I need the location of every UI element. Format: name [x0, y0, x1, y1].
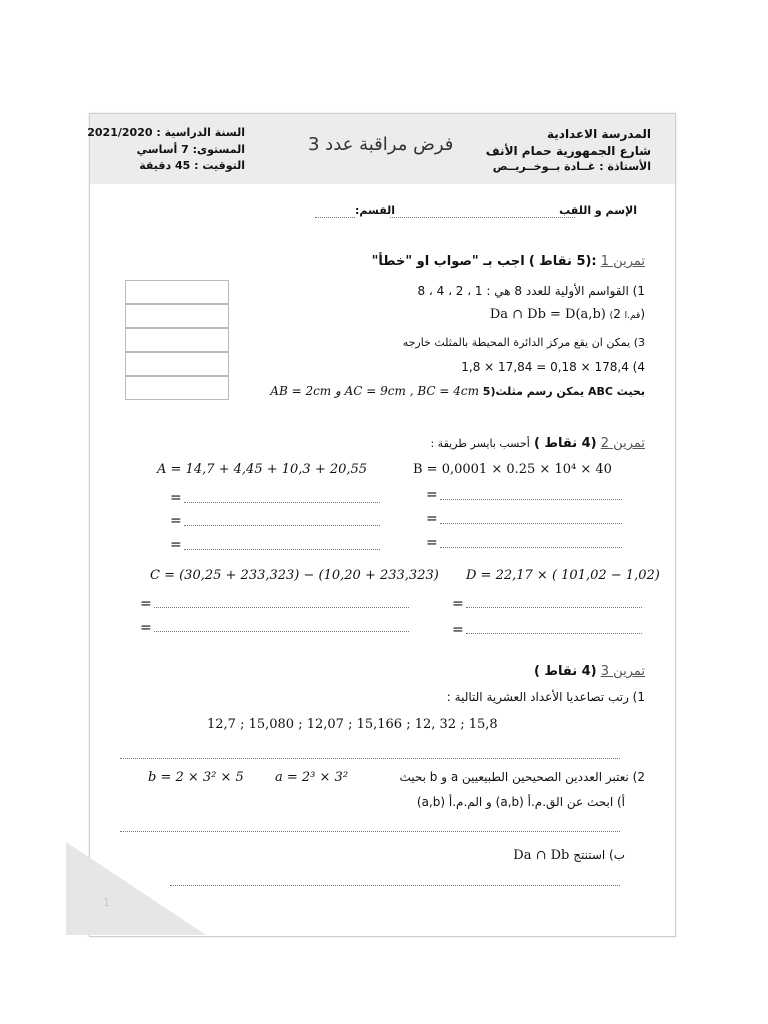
eq-b-1: = [426, 487, 438, 503]
eq-b-3: = [426, 535, 438, 551]
b-expression: b = 2 × 3² × 5 [148, 770, 244, 785]
exercise-1-title: تمرين 1 [600, 254, 645, 269]
answer-box-5[interactable] [125, 376, 229, 400]
exercise-3-title: تمرين 3 [600, 664, 645, 679]
exercise-3-points: (4 نقاط ) [534, 664, 597, 679]
exercise-2-heading [430, 436, 645, 451]
exercise-3-q2a: أ) ابحث عن الق.م.أ (a,b) و الم.م.أ (a,b) [416, 795, 625, 809]
eq-d-1: = [452, 596, 464, 612]
answer-box-3[interactable] [125, 328, 229, 352]
exercise-2-title: تمرين 2 [600, 436, 645, 451]
exam-title: فرض مراقبة عدد 3 [308, 134, 454, 155]
item-5-math: AB = 2cm و AC = 9cm , BC = 4cm [270, 384, 479, 398]
school-year [87, 126, 245, 139]
line-a-2[interactable] [184, 525, 380, 526]
exam-sheet [89, 113, 676, 937]
page-number: 1 [103, 896, 110, 909]
year-value: 2021/2020 [87, 126, 153, 139]
deduce-answer-line[interactable] [170, 885, 620, 886]
eq-d-2: = [452, 622, 464, 638]
item-2-suffix: (قم.ا [609, 311, 641, 321]
expression-b: B = 0,0001 × 0.25 × 10⁴ × 40 [413, 462, 612, 477]
line-a-1[interactable] [184, 502, 380, 503]
level [110, 143, 245, 156]
exercise-1-item-4: 4) 178,4 × 0,18 = 17,84 × 1,8 [461, 360, 645, 374]
sort-answer-line[interactable] [120, 758, 620, 759]
exercise-3-q1: 1) رتب تصاعديا الأعداد العشرية التالية : [446, 690, 645, 704]
line-b-2[interactable] [440, 523, 622, 524]
school-address: شارع الجمهورية حمام الأنف [485, 144, 651, 158]
eq-c-1: = [140, 596, 152, 612]
exercise-3-heading [534, 664, 645, 679]
time-value: 45 دقيقة [139, 159, 191, 172]
line-b-3[interactable] [440, 547, 622, 548]
gcd-answer-line[interactable] [120, 831, 620, 832]
exercise-1-item-3: 3) يمكن ان يقع مركز الدائرة المحيطة بالمثلث خارجه [402, 336, 645, 349]
eq-c-2: = [140, 620, 152, 636]
exercise-2-instruction: أحسب بايسر طريقة : [430, 437, 530, 450]
q2b-math: Da ∩ Db [513, 848, 570, 863]
exercise-1-points: :(5 نقاط ) [528, 254, 597, 269]
exercise-1-item-5 [270, 384, 645, 398]
exercise-1-heading [372, 254, 645, 269]
item-2-math: Da ∩ Db = D(a,b) [489, 307, 606, 322]
eq-b-2: = [426, 511, 438, 527]
line-d-2[interactable] [466, 633, 642, 634]
year-label: السنة الدراسية : [156, 126, 245, 139]
eq-a-1: = [170, 490, 182, 506]
page-corner-shadow [66, 842, 216, 937]
exercise-3-q2b [513, 848, 625, 863]
student-name-field[interactable] [390, 217, 575, 218]
exercise-3-q2: 2) نعتبر العددين الصحيحين الطبيعيين a و b بحيث [399, 770, 645, 784]
item-5-text: 5)يمكن رسم مثلث ABC بحيث [482, 385, 645, 398]
a-expression: a = 2³ × 3² [275, 770, 349, 785]
exercise-2-points: (4 نقاط ) [534, 436, 597, 451]
level-label: المستوى: [192, 143, 245, 156]
expression-a: A = 14,7 + 4,45 + 10,3 + 20,55 [157, 462, 368, 477]
answer-box-1[interactable] [125, 280, 229, 304]
line-b-1[interactable] [440, 499, 622, 500]
duration [110, 159, 245, 172]
school-name: المدرسة الاعدادية [547, 127, 651, 141]
line-c-2[interactable] [154, 631, 409, 632]
expression-d: D = 22,17 × ( 101,02 − 1,02) [466, 568, 660, 583]
exercise-1-item-1: 1) القواسم الأولية للعدد 8 هي : 1 ، 2 ، 4 ، 8 [417, 284, 645, 298]
line-d-1[interactable] [466, 607, 642, 608]
line-a-3[interactable] [184, 549, 380, 550]
eq-a-2: = [170, 513, 182, 529]
student-name-label: الإسم و اللقب [559, 204, 637, 217]
class-label: القسم: [355, 204, 396, 217]
line-c-1[interactable] [154, 607, 409, 608]
q2b-text: ب) استنتج [573, 848, 625, 862]
exercise-1-instruction: اجب بـ "صواب او "خطأ" [371, 254, 525, 269]
eq-a-3: = [170, 537, 182, 553]
expression-c: C = (30,25 + 233,323) − (10,20 + 233,323) [150, 568, 439, 583]
teacher-name: الأستاذة : غــادة بــوخــريــص [492, 160, 651, 173]
exercise-1-item-2: Da ∩ Db = D(a,b) (قم.ا 2) [489, 307, 645, 322]
class-field[interactable] [315, 217, 355, 218]
level-value: 7 أساسي [136, 143, 189, 156]
answer-box-4[interactable] [125, 352, 229, 376]
answer-box-2[interactable] [125, 304, 229, 328]
decimal-numbers: 12,7 ; 15,080 ; 12,07 ; 15,166 ; 12, 32 ; 15,8 [207, 717, 498, 732]
time-label: التوقيت : [194, 159, 245, 172]
